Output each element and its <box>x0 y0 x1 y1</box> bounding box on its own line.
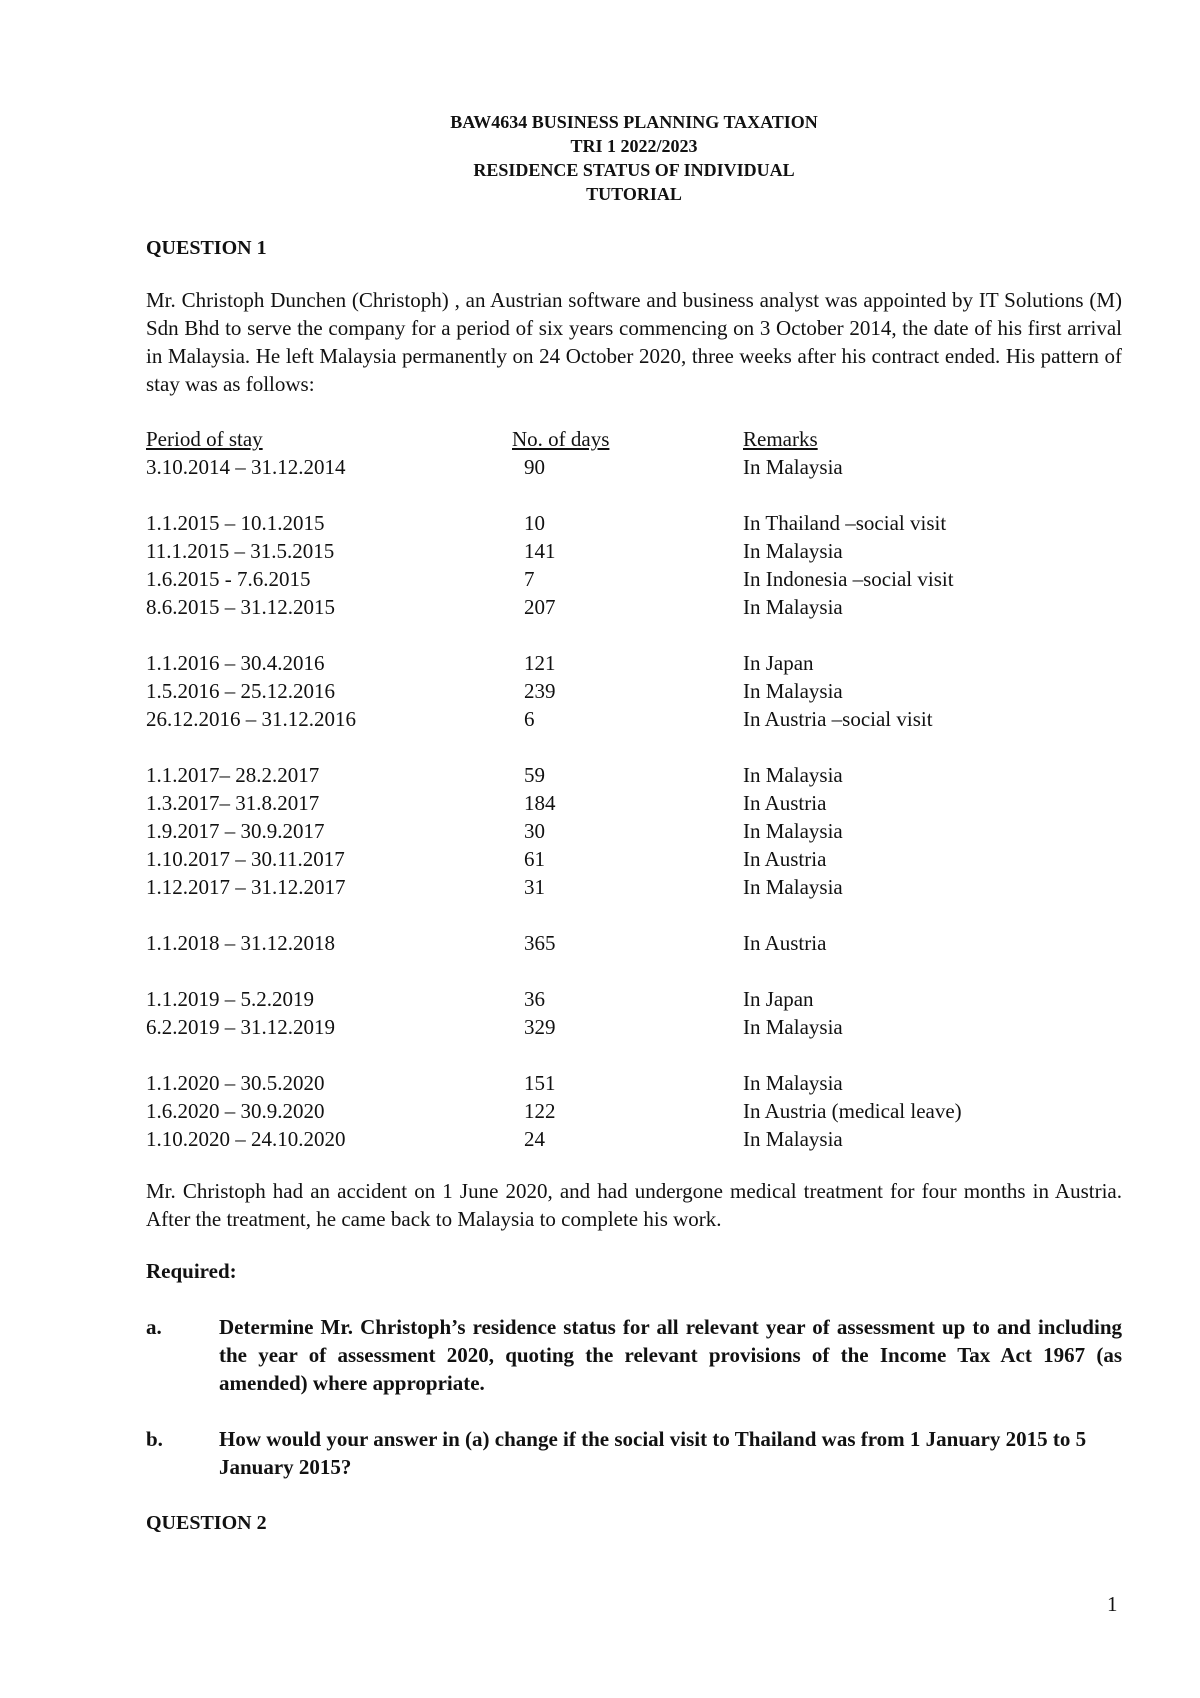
cell-days: 36 <box>524 987 545 1011</box>
cell-days: 121 <box>524 651 556 675</box>
cell-remarks: In Malaysia <box>743 819 843 843</box>
cell-days: 59 <box>524 763 545 787</box>
cell-period: 1.6.2020 – 30.9.2020 <box>146 1099 325 1123</box>
question-1-intro: Mr. Christoph Dunchen (Christoph) , an Austrian software and business analyst was appointed by IT Solutions (M) Sdn Bhd to serve the company for a period of six years commencing on 3 October 2014, the date of his first arrival in Malaysia. He left Malaysia permanently on 24 October 2020, three weeks after his contract ended. His pattern of stay was as follows: <box>146 288 1122 396</box>
cell-period: 6.2.2019 – 31.12.2019 <box>146 1015 335 1039</box>
cell-period: 1.3.2017– 31.8.2017 <box>146 791 320 815</box>
question-1-heading: QUESTION 1 <box>146 237 267 259</box>
part-a <box>146 1313 1122 1397</box>
cell-remarks: In Malaysia <box>743 679 843 703</box>
table-row <box>146 817 1122 845</box>
cell-days: 207 <box>524 595 556 619</box>
cell-days: 122 <box>524 1099 556 1123</box>
table-row <box>146 1069 1122 1097</box>
document-type: TUTORIAL <box>586 184 682 204</box>
cell-remarks: In Malaysia <box>743 595 843 619</box>
table-row <box>146 1125 1122 1153</box>
table-row <box>146 537 1122 565</box>
group-spacer <box>146 621 1122 649</box>
table-row <box>146 1097 1122 1125</box>
cell-days: 239 <box>524 679 556 703</box>
group-spacer <box>146 733 1122 761</box>
document-header <box>146 110 1122 206</box>
cell-remarks: In Austria <box>743 791 827 815</box>
table-row <box>146 593 1122 621</box>
table-row <box>146 453 1122 481</box>
table-row <box>146 985 1122 1013</box>
header-days: No. of days <box>512 427 610 451</box>
cell-remarks: In Malaysia <box>743 539 843 563</box>
cell-period: 1.1.2017– 28.2.2017 <box>146 763 320 787</box>
table-row <box>146 845 1122 873</box>
header-remarks: Remarks <box>743 427 818 451</box>
spacer-cell <box>146 901 1122 929</box>
stay-table-body <box>146 453 1122 1153</box>
cell-period: 1.10.2017 – 30.11.2017 <box>146 847 345 871</box>
table-row <box>146 649 1122 677</box>
accident-note: Mr. Christoph had an accident on 1 June 2020, and had undergone medical treatment for four months in Austria. After the treatment, he came back to Malaysia to complete his work. <box>146 1179 1122 1231</box>
part-b <box>146 1425 1122 1481</box>
spacer-cell <box>146 1041 1122 1069</box>
topic-title: RESIDENCE STATUS OF INDIVIDUAL <box>473 160 795 180</box>
part-a-text: Determine Mr. Christoph’s residence status for all relevant year of assessment up to and including the year of assessment 2020, quoting the relevant provisions of the Income Tax Act 1967 (as amended) where appropriate. <box>219 1315 1122 1395</box>
cell-days: 24 <box>524 1127 545 1151</box>
spacer-cell <box>146 733 1122 761</box>
cell-period: 1.1.2016 – 30.4.2016 <box>146 651 325 675</box>
stay-pattern-table <box>146 425 1122 1153</box>
table-row <box>146 873 1122 901</box>
page-number: 1 <box>1107 1592 1118 1616</box>
cell-period: 1.1.2018 – 31.12.2018 <box>146 931 335 955</box>
table-row <box>146 1013 1122 1041</box>
group-spacer <box>146 901 1122 929</box>
group-spacer <box>146 957 1122 985</box>
cell-days: 31 <box>524 875 545 899</box>
header-period: Period of stay <box>146 427 263 451</box>
course-title: BAW4634 BUSINESS PLANNING TAXATION <box>450 112 818 132</box>
cell-period: 1.12.2017 – 31.12.2017 <box>146 875 346 899</box>
cell-remarks: In Japan <box>743 987 814 1011</box>
document-page <box>146 110 1122 1537</box>
trimester: TRI 1 2022/2023 <box>570 136 698 156</box>
table-header-row <box>146 425 1122 453</box>
cell-days: 7 <box>524 567 535 591</box>
part-a-label: a. <box>146 1315 162 1339</box>
cell-remarks: In Austria –social visit <box>743 707 933 731</box>
cell-days: 6 <box>524 707 535 731</box>
cell-period: 1.1.2015 – 10.1.2015 <box>146 511 325 535</box>
table-row <box>146 705 1122 733</box>
cell-days: 151 <box>524 1071 556 1095</box>
cell-remarks: In Malaysia <box>743 763 843 787</box>
table-row <box>146 677 1122 705</box>
part-b-text: How would your answer in (a) change if the social visit to Thailand was from 1 January 2015 to 5 January 2015? <box>219 1427 1087 1479</box>
cell-period: 1.1.2020 – 30.5.2020 <box>146 1071 325 1095</box>
cell-days: 61 <box>524 847 545 871</box>
cell-remarks: In Austria <box>743 847 827 871</box>
cell-remarks: In Malaysia <box>743 1071 843 1095</box>
cell-days: 141 <box>524 539 556 563</box>
cell-days: 184 <box>524 791 556 815</box>
cell-period: 1.6.2015 - 7.6.2015 <box>146 567 311 591</box>
cell-days: 90 <box>524 455 545 479</box>
cell-remarks: In Indonesia –social visit <box>743 567 954 591</box>
cell-period: 1.9.2017 – 30.9.2017 <box>146 819 325 843</box>
cell-remarks: In Japan <box>743 651 814 675</box>
cell-period: 8.6.2015 – 31.12.2015 <box>146 595 335 619</box>
group-spacer <box>146 481 1122 509</box>
table-row <box>146 789 1122 817</box>
question-2-heading: QUESTION 2 <box>146 1512 267 1534</box>
cell-days: 30 <box>524 819 545 843</box>
cell-period: 1.1.2019 – 5.2.2019 <box>146 987 314 1011</box>
group-spacer <box>146 1041 1122 1069</box>
cell-remarks: In Malaysia <box>743 875 843 899</box>
spacer-cell <box>146 481 1122 509</box>
cell-remarks: In Austria <box>743 931 827 955</box>
cell-remarks: In Malaysia <box>743 1015 843 1039</box>
table-row <box>146 565 1122 593</box>
cell-remarks: In Thailand –social visit <box>743 511 947 535</box>
required-label: Required: <box>146 1259 237 1283</box>
cell-period: 1.5.2016 – 25.12.2016 <box>146 679 335 703</box>
cell-remarks: In Malaysia <box>743 1127 843 1151</box>
cell-days: 329 <box>524 1015 556 1039</box>
cell-period: 1.10.2020 – 24.10.2020 <box>146 1127 346 1151</box>
table-row <box>146 929 1122 957</box>
table-row <box>146 761 1122 789</box>
cell-remarks: In Austria (medical leave) <box>743 1099 962 1123</box>
spacer-cell <box>146 957 1122 985</box>
cell-period: 3.10.2014 – 31.12.2014 <box>146 455 346 479</box>
cell-remarks: In Malaysia <box>743 455 843 479</box>
table-row <box>146 509 1122 537</box>
cell-days: 10 <box>524 511 545 535</box>
cell-period: 26.12.2016 – 31.12.2016 <box>146 707 356 731</box>
cell-days: 365 <box>524 931 556 955</box>
part-b-label: b. <box>146 1427 163 1451</box>
spacer-cell <box>146 621 1122 649</box>
cell-period: 11.1.2015 – 31.5.2015 <box>146 539 335 563</box>
